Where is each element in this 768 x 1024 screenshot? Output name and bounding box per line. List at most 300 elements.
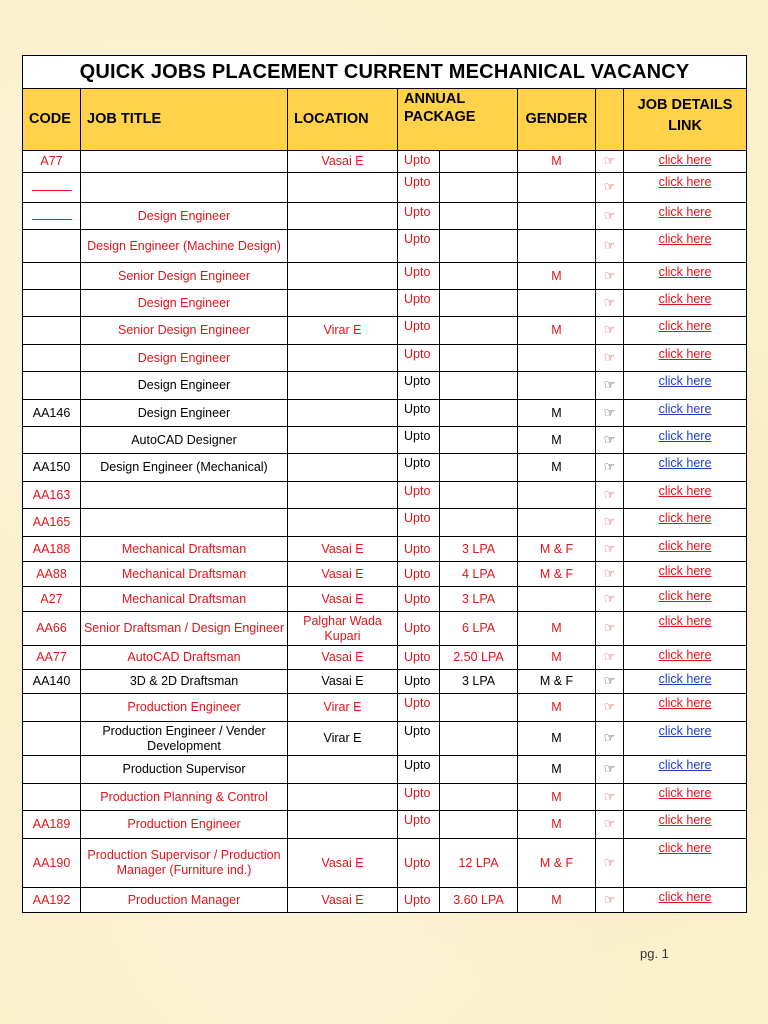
table-row bbox=[23, 317, 747, 345]
job-title-cell: Senior Design Engineer bbox=[81, 263, 288, 290]
package-upto-cell: Upto bbox=[398, 151, 440, 173]
package-amount-cell: 3.60 LPA bbox=[440, 888, 518, 913]
job-code: AA188 bbox=[32, 541, 71, 556]
pointing-hand-icon: ☞ bbox=[603, 649, 616, 664]
header-code: CODE bbox=[23, 89, 81, 151]
package-amount-cell bbox=[440, 317, 518, 345]
job-details-link-cell bbox=[624, 839, 747, 888]
code-cell bbox=[23, 756, 81, 784]
code-cell bbox=[23, 587, 81, 612]
package-amount-cell bbox=[440, 400, 518, 427]
job-code: A77 bbox=[40, 154, 63, 168]
package-amount-cell bbox=[440, 290, 518, 317]
code-cell bbox=[23, 454, 81, 482]
gender-cell: M bbox=[518, 317, 596, 345]
icon-cell bbox=[596, 427, 624, 454]
package-upto-cell: Upto bbox=[398, 562, 440, 587]
icon-cell bbox=[596, 784, 624, 811]
table-row bbox=[23, 203, 747, 230]
header-job-title: JOB TITLE bbox=[81, 89, 288, 151]
page-title: QUICK JOBS PLACEMENT CURRENT MECHANICAL VACANCY bbox=[23, 56, 747, 89]
package-amount-cell: 12 LPA bbox=[440, 839, 518, 888]
table-row bbox=[23, 811, 747, 839]
job-details-link-cell bbox=[624, 784, 747, 811]
icon-cell bbox=[596, 811, 624, 839]
pointing-hand-icon: ☞ bbox=[603, 237, 616, 253]
gender-cell: M bbox=[518, 811, 596, 839]
table-row bbox=[23, 587, 747, 612]
package-amount-cell bbox=[440, 345, 518, 372]
code-cell bbox=[23, 400, 81, 427]
package-amount-cell bbox=[440, 509, 518, 537]
location-cell bbox=[288, 263, 398, 290]
pointing-hand-icon: ☞ bbox=[603, 590, 616, 606]
click-here-link[interactable]: click here bbox=[658, 402, 712, 416]
job-title-cell: Design Engineer bbox=[81, 400, 288, 427]
pointing-hand-icon: ☞ bbox=[603, 486, 616, 502]
click-here-link[interactable]: click here bbox=[658, 175, 712, 189]
icon-cell bbox=[596, 646, 624, 670]
job-details-link-cell bbox=[624, 372, 747, 400]
icon-cell bbox=[596, 290, 624, 317]
icon-cell bbox=[596, 888, 624, 913]
location-cell: Vasai E bbox=[288, 151, 398, 173]
table-row bbox=[23, 722, 747, 756]
code-cell bbox=[23, 562, 81, 587]
icon-cell bbox=[596, 482, 624, 509]
package-amount-cell bbox=[440, 230, 518, 263]
package-upto-cell: Upto bbox=[398, 888, 440, 913]
header-location: LOCATION bbox=[288, 89, 398, 151]
location-cell bbox=[288, 811, 398, 839]
job-code: AA192 bbox=[32, 892, 71, 907]
job-details-link-cell bbox=[624, 756, 747, 784]
package-amount-cell bbox=[440, 784, 518, 811]
click-here-link[interactable]: click here bbox=[658, 786, 712, 800]
gender-cell bbox=[518, 203, 596, 230]
table-row bbox=[23, 345, 747, 372]
package-upto-cell: Upto bbox=[398, 400, 440, 427]
table-row bbox=[23, 482, 747, 509]
pointing-hand-icon: ☞ bbox=[603, 816, 616, 831]
job-title-cell: Design Engineer (Mechanical) bbox=[81, 454, 288, 482]
package-amount-cell bbox=[440, 482, 518, 509]
gender-cell bbox=[518, 345, 596, 372]
job-details-link-cell bbox=[624, 646, 747, 670]
pointing-hand-icon: ☞ bbox=[603, 788, 616, 804]
icon-cell bbox=[596, 587, 624, 612]
table-row bbox=[23, 400, 747, 427]
job-title-cell bbox=[81, 151, 288, 173]
pointing-hand-icon: ☞ bbox=[603, 730, 616, 745]
package-amount-cell bbox=[440, 454, 518, 482]
job-details-link-cell bbox=[624, 587, 747, 612]
pointing-hand-icon: ☞ bbox=[603, 459, 616, 474]
package-upto-cell: Upto bbox=[398, 454, 440, 482]
job-title-cell: AutoCAD Draftsman bbox=[81, 646, 288, 670]
job-code: AA66 bbox=[36, 621, 67, 635]
click-here-link[interactable]: click here bbox=[658, 429, 712, 443]
click-here-link[interactable]: click here bbox=[658, 347, 712, 361]
pointing-hand-icon: ☞ bbox=[603, 431, 616, 447]
vacancy-sheet bbox=[22, 55, 746, 913]
package-upto-cell: Upto bbox=[398, 173, 440, 203]
package-amount-cell: 4 LPA bbox=[440, 562, 518, 587]
click-here-link[interactable]: click here bbox=[658, 374, 712, 388]
gender-cell bbox=[518, 290, 596, 317]
package-upto-cell: Upto bbox=[398, 427, 440, 454]
pointing-hand-icon: ☞ bbox=[603, 377, 616, 392]
pointing-hand-icon: ☞ bbox=[603, 891, 616, 907]
package-amount-cell bbox=[440, 756, 518, 784]
location-cell: Palghar Wada Kupari bbox=[288, 612, 398, 646]
job-details-link-cell bbox=[624, 482, 747, 509]
pointing-hand-icon: ☞ bbox=[603, 153, 616, 168]
code-cell bbox=[23, 317, 81, 345]
job-code: AA77 bbox=[36, 650, 67, 664]
job-title-cell bbox=[81, 482, 288, 509]
job-details-link-cell bbox=[624, 400, 747, 427]
click-here-link[interactable]: click here bbox=[658, 724, 712, 738]
job-code: AA146 bbox=[32, 405, 71, 420]
click-here-link[interactable]: click here bbox=[658, 614, 712, 628]
job-code: AA190 bbox=[32, 855, 71, 870]
job-code: AA88 bbox=[36, 566, 67, 581]
gender-cell: M bbox=[518, 427, 596, 454]
table-row bbox=[23, 427, 747, 454]
package-upto-cell: Upto bbox=[398, 839, 440, 888]
gender-cell: M bbox=[518, 646, 596, 670]
location-cell bbox=[288, 400, 398, 427]
table-row bbox=[23, 509, 747, 537]
header-annual-package bbox=[398, 89, 518, 151]
table-row bbox=[23, 537, 747, 562]
pointing-hand-icon: ☞ bbox=[603, 322, 616, 337]
pointing-hand-icon: ☞ bbox=[603, 294, 616, 310]
location-cell: Vasai E bbox=[288, 646, 398, 670]
table-row bbox=[23, 756, 747, 784]
location-cell: Vasai E bbox=[288, 537, 398, 562]
click-here-link[interactable]: click here bbox=[658, 813, 712, 827]
code-cell bbox=[23, 646, 81, 670]
code-cell bbox=[23, 290, 81, 317]
package-amount-cell bbox=[440, 203, 518, 230]
pointing-hand-icon: ☞ bbox=[603, 404, 616, 420]
icon-cell bbox=[596, 151, 624, 173]
job-title-cell: Production Manager bbox=[81, 888, 288, 913]
job-details-link-cell bbox=[624, 694, 747, 722]
gender-cell bbox=[518, 372, 596, 400]
job-title-cell: Production Supervisor / Production Manager (Furniture ind.) bbox=[81, 839, 288, 888]
job-details-link-cell bbox=[624, 317, 747, 345]
job-code: AA140 bbox=[32, 674, 71, 688]
package-upto-cell: Upto bbox=[398, 811, 440, 839]
code-cell bbox=[23, 537, 81, 562]
location-cell bbox=[288, 345, 398, 372]
table-row bbox=[23, 646, 747, 670]
click-here-link[interactable]: click here bbox=[658, 153, 712, 167]
header-details-line1: JOB DETAILS bbox=[637, 97, 733, 113]
icon-cell bbox=[596, 317, 624, 345]
job-title-cell: Mechanical Draftsman bbox=[81, 587, 288, 612]
pointing-hand-icon: ☞ bbox=[603, 514, 616, 529]
vacancy-table bbox=[22, 55, 747, 913]
gender-cell: M bbox=[518, 263, 596, 290]
package-amount-cell bbox=[440, 151, 518, 173]
job-details-link-cell bbox=[624, 345, 747, 372]
header-job-details bbox=[624, 89, 747, 151]
code-cell bbox=[23, 427, 81, 454]
job-details-link-cell bbox=[624, 811, 747, 839]
job-title-cell bbox=[81, 173, 288, 203]
table-row bbox=[23, 888, 747, 913]
gender-cell bbox=[518, 587, 596, 612]
code-cell bbox=[23, 151, 81, 173]
job-title-cell bbox=[81, 509, 288, 537]
code-cell bbox=[23, 263, 81, 290]
location-cell: Virar E bbox=[288, 317, 398, 345]
package-upto-cell: Upto bbox=[398, 587, 440, 612]
package-amount-cell: 3 LPA bbox=[440, 587, 518, 612]
icon-cell bbox=[596, 670, 624, 694]
location-cell bbox=[288, 454, 398, 482]
gender-cell: M & F bbox=[518, 562, 596, 587]
package-upto-cell: Upto bbox=[398, 756, 440, 784]
job-details-link-cell bbox=[624, 290, 747, 317]
click-here-link[interactable]: click here bbox=[658, 319, 712, 333]
table-row bbox=[23, 290, 747, 317]
icon-cell bbox=[596, 345, 624, 372]
job-title-cell: Design Engineer bbox=[81, 345, 288, 372]
header-icon-col bbox=[596, 89, 624, 151]
pointing-hand-icon: ☞ bbox=[603, 267, 616, 283]
click-here-link[interactable]: click here bbox=[658, 484, 712, 498]
click-here-link[interactable]: click here bbox=[658, 890, 712, 904]
table-row bbox=[23, 263, 747, 290]
location-cell bbox=[288, 784, 398, 811]
gender-cell: M bbox=[518, 151, 596, 173]
header-gender: GENDER bbox=[518, 89, 596, 151]
pointing-hand-icon: ☞ bbox=[603, 207, 616, 223]
gender-cell: M & F bbox=[518, 839, 596, 888]
icon-cell bbox=[596, 173, 624, 203]
click-here-link[interactable]: click here bbox=[658, 758, 712, 772]
code-cell bbox=[23, 722, 81, 756]
code-cell bbox=[23, 811, 81, 839]
package-upto-cell: Upto bbox=[398, 345, 440, 372]
location-cell: Vasai E bbox=[288, 670, 398, 694]
pointing-hand-icon: ☞ bbox=[603, 854, 616, 870]
click-here-link[interactable]: click here bbox=[658, 696, 712, 710]
table-row bbox=[23, 784, 747, 811]
location-cell: Vasai E bbox=[288, 888, 398, 913]
package-amount-cell: 3 LPA bbox=[440, 537, 518, 562]
package-upto-cell: Upto bbox=[398, 263, 440, 290]
location-cell: Virar E bbox=[288, 694, 398, 722]
table-row bbox=[23, 612, 747, 646]
job-title-cell: Senior Design Engineer bbox=[81, 317, 288, 345]
gender-cell: M bbox=[518, 756, 596, 784]
package-upto-cell: Upto bbox=[398, 784, 440, 811]
pointing-hand-icon: ☞ bbox=[603, 540, 616, 556]
job-code: AA189 bbox=[32, 817, 71, 831]
job-details-link-cell bbox=[624, 427, 747, 454]
code-cell bbox=[23, 694, 81, 722]
pointing-hand-icon: ☞ bbox=[603, 761, 616, 776]
click-here-link[interactable]: click here bbox=[658, 648, 712, 662]
location-cell: Vasai E bbox=[288, 562, 398, 587]
code-cell bbox=[23, 482, 81, 509]
icon-cell bbox=[596, 562, 624, 587]
code-cell bbox=[23, 888, 81, 913]
job-details-link-cell bbox=[624, 562, 747, 587]
package-amount-cell bbox=[440, 427, 518, 454]
click-here-link[interactable]: click here bbox=[658, 841, 712, 855]
package-amount-cell bbox=[440, 811, 518, 839]
package-upto-cell: Upto bbox=[398, 230, 440, 263]
icon-cell bbox=[596, 230, 624, 263]
gender-cell: M bbox=[518, 400, 596, 427]
location-cell bbox=[288, 756, 398, 784]
package-upto-cell: Upto bbox=[398, 537, 440, 562]
package-amount-cell: 6 LPA bbox=[440, 612, 518, 646]
table-row bbox=[23, 173, 747, 203]
gender-cell: M bbox=[518, 454, 596, 482]
icon-cell bbox=[596, 722, 624, 756]
package-upto-cell: Upto bbox=[398, 372, 440, 400]
icon-cell bbox=[596, 203, 624, 230]
table-body bbox=[23, 151, 747, 913]
icon-cell bbox=[596, 454, 624, 482]
gender-cell: M bbox=[518, 612, 596, 646]
pointing-hand-icon: ☞ bbox=[603, 349, 616, 365]
icon-cell bbox=[596, 400, 624, 427]
location-cell bbox=[288, 372, 398, 400]
icon-cell bbox=[596, 537, 624, 562]
package-upto-cell: Upto bbox=[398, 612, 440, 646]
icon-cell bbox=[596, 694, 624, 722]
location-cell bbox=[288, 509, 398, 537]
click-here-link[interactable]: click here bbox=[658, 292, 712, 306]
package-amount-cell bbox=[440, 263, 518, 290]
click-here-link[interactable]: click here bbox=[658, 539, 712, 553]
job-details-link-cell bbox=[624, 203, 747, 230]
package-upto-cell: Upto bbox=[398, 646, 440, 670]
click-here-link[interactable]: click here bbox=[658, 205, 712, 219]
location-cell: Vasai E bbox=[288, 587, 398, 612]
package-upto-cell: Upto bbox=[398, 509, 440, 537]
job-title-cell: Production Supervisor bbox=[81, 756, 288, 784]
table-row bbox=[23, 372, 747, 400]
package-upto-cell: Upto bbox=[398, 317, 440, 345]
job-title-cell: Design Engineer (Machine Design) bbox=[81, 230, 288, 263]
table-row bbox=[23, 454, 747, 482]
package-amount-cell bbox=[440, 722, 518, 756]
job-details-link-cell bbox=[624, 888, 747, 913]
click-here-link[interactable]: click here bbox=[658, 589, 712, 603]
blank-code-line bbox=[32, 211, 72, 220]
job-title-cell: Production Engineer bbox=[81, 811, 288, 839]
package-upto-cell: Upto bbox=[398, 694, 440, 722]
package-upto-cell: Upto bbox=[398, 203, 440, 230]
location-cell: Vasai E bbox=[288, 839, 398, 888]
location-cell bbox=[288, 427, 398, 454]
icon-cell bbox=[596, 509, 624, 537]
code-cell bbox=[23, 372, 81, 400]
click-here-link[interactable]: click here bbox=[658, 672, 712, 686]
job-details-link-cell bbox=[624, 509, 747, 537]
gender-cell: M bbox=[518, 784, 596, 811]
code-cell bbox=[23, 173, 81, 203]
table-row bbox=[23, 839, 747, 888]
job-details-link-cell bbox=[624, 722, 747, 756]
job-title-cell: Production Engineer / Vender Development bbox=[81, 722, 288, 756]
gender-cell: M & F bbox=[518, 670, 596, 694]
click-here-link[interactable]: click here bbox=[658, 265, 712, 279]
gender-cell: M bbox=[518, 888, 596, 913]
location-cell bbox=[288, 482, 398, 509]
code-cell bbox=[23, 839, 81, 888]
table-row bbox=[23, 670, 747, 694]
job-code: AA165 bbox=[32, 515, 71, 529]
code-cell bbox=[23, 203, 81, 230]
package-amount-cell: 2.50 LPA bbox=[440, 646, 518, 670]
job-details-link-cell bbox=[624, 263, 747, 290]
job-title-cell: Mechanical Draftsman bbox=[81, 562, 288, 587]
package-upto-cell: Upto bbox=[398, 290, 440, 317]
table-row bbox=[23, 230, 747, 263]
job-details-link-cell bbox=[624, 537, 747, 562]
gender-cell: M bbox=[518, 694, 596, 722]
job-title-cell: Design Engineer bbox=[81, 203, 288, 230]
job-details-link-cell bbox=[624, 454, 747, 482]
job-title-cell: AutoCAD Designer bbox=[81, 427, 288, 454]
blank-code-line bbox=[32, 182, 72, 191]
click-here-link[interactable]: click here bbox=[658, 456, 712, 470]
header-details-line2: LINK bbox=[668, 118, 702, 134]
table-header bbox=[23, 89, 747, 151]
job-title-cell: Mechanical Draftsman bbox=[81, 537, 288, 562]
package-upto-cell: Upto bbox=[398, 482, 440, 509]
package-amount-cell bbox=[440, 694, 518, 722]
click-here-link[interactable]: click here bbox=[658, 232, 712, 246]
icon-cell bbox=[596, 263, 624, 290]
table-row bbox=[23, 694, 747, 722]
location-cell bbox=[288, 173, 398, 203]
gender-cell bbox=[518, 509, 596, 537]
package-amount-cell: 3 LPA bbox=[440, 670, 518, 694]
job-details-link-cell bbox=[624, 151, 747, 173]
package-amount-cell bbox=[440, 173, 518, 203]
click-here-link[interactable]: click here bbox=[658, 564, 712, 578]
code-cell bbox=[23, 509, 81, 537]
job-title-cell: 3D & 2D Draftsman bbox=[81, 670, 288, 694]
pointing-hand-icon: ☞ bbox=[603, 620, 616, 635]
job-details-link-cell bbox=[624, 612, 747, 646]
code-cell bbox=[23, 670, 81, 694]
code-cell bbox=[23, 345, 81, 372]
location-cell bbox=[288, 203, 398, 230]
header-package-line1: ANNUAL bbox=[404, 91, 466, 107]
gender-cell: M bbox=[518, 722, 596, 756]
gender-cell bbox=[518, 482, 596, 509]
click-here-link[interactable]: click here bbox=[658, 511, 712, 525]
page-number: pg. 1 bbox=[640, 946, 669, 961]
pointing-hand-icon: ☞ bbox=[603, 699, 616, 714]
icon-cell bbox=[596, 372, 624, 400]
job-details-link-cell bbox=[624, 230, 747, 263]
gender-cell bbox=[518, 230, 596, 263]
